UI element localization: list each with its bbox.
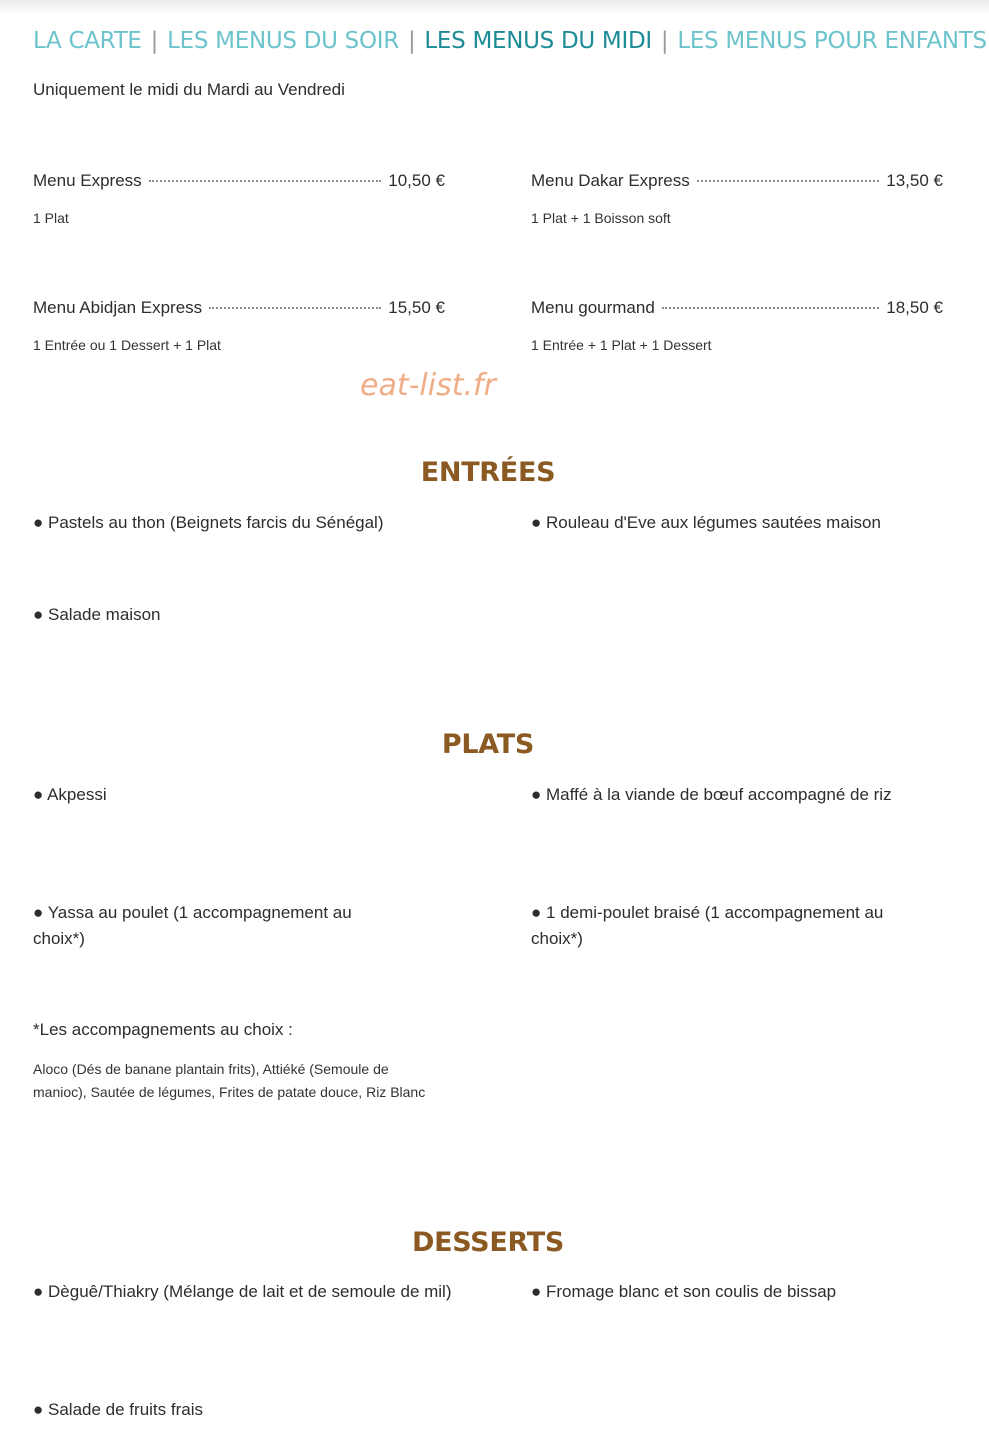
- bullet: ●: [33, 1400, 44, 1419]
- watermark: eat-list.fr: [360, 368, 496, 403]
- bullet: ●: [531, 513, 542, 532]
- bullet: ●: [531, 1282, 542, 1301]
- dot-leader: [149, 180, 382, 182]
- bullet: ●: [33, 785, 44, 804]
- menu-gourmand-desc: 1 Entrée + 1 Plat + 1 Dessert: [531, 337, 712, 353]
- nav-menus-pour-enfants[interactable]: LES MENUS POUR ENFANTS: [677, 28, 987, 54]
- list-item: [531, 510, 951, 536]
- menu-dakar-express-desc: 1 Plat + 1 Boisson soft: [531, 210, 671, 226]
- accompaniments-text: Aloco (Dés de banane plantain frits), Attiéké (Semoule de manioc), Sautée de légumes, Frites de patate douce, Riz Blanc: [33, 1061, 426, 1100]
- item-text: 1 demi-poulet braisé (1 accompagnement au choix*): [531, 903, 884, 948]
- menu-price: 10,50 €: [388, 171, 445, 190]
- menu-abidjan-express-desc: 1 Entrée ou 1 Dessert + 1 Plat: [33, 337, 221, 353]
- menu-express-desc: 1 Plat: [33, 210, 69, 226]
- nav-separator: |: [660, 28, 669, 54]
- bullet: ●: [33, 1282, 44, 1301]
- menu-express-row: [33, 171, 445, 191]
- item-text: Pastels au thon (Beignets farcis du Sénégal): [48, 513, 384, 532]
- menu-price: 18,50 €: [886, 298, 943, 317]
- section-title-plats: PLATS: [441, 729, 535, 760]
- item-text: Rouleau d'Eve aux légumes sautées maison: [546, 513, 881, 532]
- item-text: Akpessi: [47, 785, 107, 804]
- menu-dakar-express-row: [531, 171, 943, 191]
- availability-note: Uniquement le midi du Mardi au Vendredi: [33, 80, 345, 99]
- accompaniments-title: *Les accompagnements au choix :: [33, 1020, 293, 1039]
- dot-leader: [209, 307, 381, 309]
- top-shadow: [0, 0, 989, 14]
- list-item: [531, 1279, 951, 1305]
- list-item: [531, 900, 931, 952]
- section-title-desserts: DESSERTS: [411, 1227, 565, 1258]
- bullet: ●: [531, 903, 542, 922]
- nav-menus-du-soir[interactable]: LES MENUS DU SOIR: [167, 28, 399, 54]
- menu-gourmand-row: [531, 298, 943, 318]
- item-text: Salade de fruits frais: [48, 1400, 203, 1419]
- menu-nav: [33, 28, 987, 54]
- bullet: ●: [33, 513, 44, 532]
- list-item: [33, 900, 393, 952]
- list-item: [531, 782, 911, 808]
- dot-leader: [662, 307, 879, 309]
- menu-name: Menu Abidjan Express: [33, 298, 203, 317]
- list-item: [33, 602, 423, 628]
- item-text: Salade maison: [48, 605, 161, 624]
- dot-leader: [697, 180, 880, 182]
- menu-price: 13,50 €: [886, 171, 943, 190]
- item-text: Maffé à la viande de bœuf accompagné de riz: [546, 785, 892, 804]
- item-text: Dèguê/Thiakry (Mélange de lait et de semoule de mil): [48, 1282, 452, 1301]
- menu-name: Menu Express: [33, 171, 142, 190]
- menu-price: 15,50 €: [388, 298, 445, 317]
- nav-la-carte[interactable]: LA CARTE: [33, 28, 142, 54]
- nav-menus-du-midi[interactable]: LES MENUS DU MIDI: [424, 28, 652, 54]
- menu-name: Menu gourmand: [531, 298, 655, 317]
- menu-abidjan-express-row: [33, 298, 445, 318]
- nav-separator: |: [150, 28, 159, 54]
- bullet: ●: [531, 785, 542, 804]
- bullet: ●: [33, 903, 44, 922]
- menu-name: Menu Dakar Express: [531, 171, 690, 190]
- bullet: ●: [33, 605, 44, 624]
- list-item: [33, 782, 423, 808]
- list-item: [33, 1279, 463, 1305]
- list-item: [33, 510, 423, 536]
- nav-separator: |: [407, 28, 416, 54]
- list-item: [33, 1397, 423, 1423]
- item-text: Yassa au poulet (1 accompagnement au choix*): [33, 903, 352, 948]
- section-title-entrees: ENTRÉES: [420, 457, 556, 488]
- item-text: Fromage blanc et son coulis de bissap: [546, 1282, 837, 1301]
